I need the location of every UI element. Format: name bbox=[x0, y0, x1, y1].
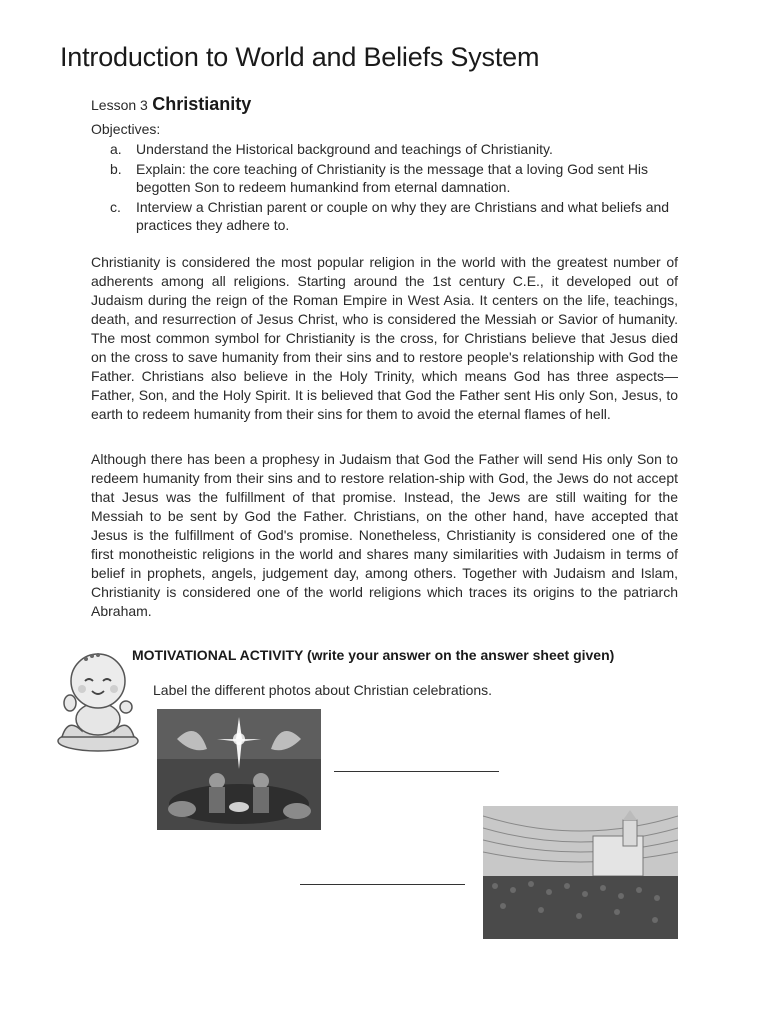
objective-marker: a. bbox=[110, 141, 122, 157]
crowd-celebration-photo bbox=[483, 806, 678, 939]
answer-line-1[interactable] bbox=[334, 771, 499, 772]
activity-heading: MOTIVATIONAL ACTIVITY (write your answer on the answer sheet given) bbox=[132, 647, 615, 663]
lesson-name: Christianity bbox=[152, 94, 252, 114]
objectives-label: Objectives: bbox=[91, 121, 161, 137]
activity-instruction: Label the different photos about Christian celebrations. bbox=[153, 682, 493, 698]
lesson-number: Lesson 3 bbox=[91, 97, 148, 113]
objective-text: Interview a Christian parent or couple on why they are Christians and what beliefs and practices they adhere to. bbox=[136, 199, 670, 233]
objective-text: Understand the Historical background and teachings of Christianity. bbox=[136, 141, 553, 157]
objective-text: Explain: the core teaching of Christianity is the message that a loving God sent His begotten Son to redeem humankind from eternal damnation. bbox=[136, 161, 649, 195]
objectives-list bbox=[110, 140, 678, 236]
objective-marker: c. bbox=[110, 199, 121, 215]
objective-item bbox=[110, 198, 678, 234]
page-title: Introduction to World and Beliefs System bbox=[60, 42, 540, 72]
baby-monk-mascot-icon bbox=[52, 645, 144, 755]
answer-line-2[interactable] bbox=[300, 884, 465, 885]
nativity-scene-photo bbox=[157, 709, 321, 830]
body-paragraph-1: Christianity is considered the most popular religion in the world with the greatest number of adherents among all religions. Starting around the 1st century C.E., it developed out of Judaism during the reign of the Roman Empire in West Asia. It centers on the life, teachings, death, and resurrection of Jesus Christ, who is considered the Messiah or Savior of humanity. The most common symbol for Christianity is the cross, for Christians believe that Jesus died on the cross to save humanity from their sins and to restore people's relationship with God the Father. Christians also believe in the Holy Trinity, which means God has three aspects—Father, Son, and the Holy Spirit. It is believed that God the Father sent His only Son, Jesus, to earth to redeem humanity from their sins for them to avoid the eternal flames of hell. bbox=[91, 254, 678, 422]
objective-marker: b. bbox=[110, 161, 122, 177]
objective-item bbox=[110, 140, 678, 158]
lesson-heading bbox=[91, 94, 251, 115]
body-paragraph-2: Although there has been a prophesy in Judaism that God the Father will send His only Son to redeem humanity from their sins and to restore relation-ship with God, the Jews do not accept that Jesus was the fulfillment of that promise. Instead, the Jews are still waiting for the Messiah to be sent by God the Father. Christians, on the other hand, have accepted that Jesus is the fulfillment of God's promise. Nonetheless, Christianity is considered one of the first monotheistic religions in the world and shares many similarities with Judaism in terms of belief in prophets, angels, judgement day, among others. Together with Judaism and Islam, Christianity is considered one of the world religions which traces its origins to the patriarch Abraham. bbox=[91, 451, 678, 619]
objective-item bbox=[110, 160, 678, 196]
